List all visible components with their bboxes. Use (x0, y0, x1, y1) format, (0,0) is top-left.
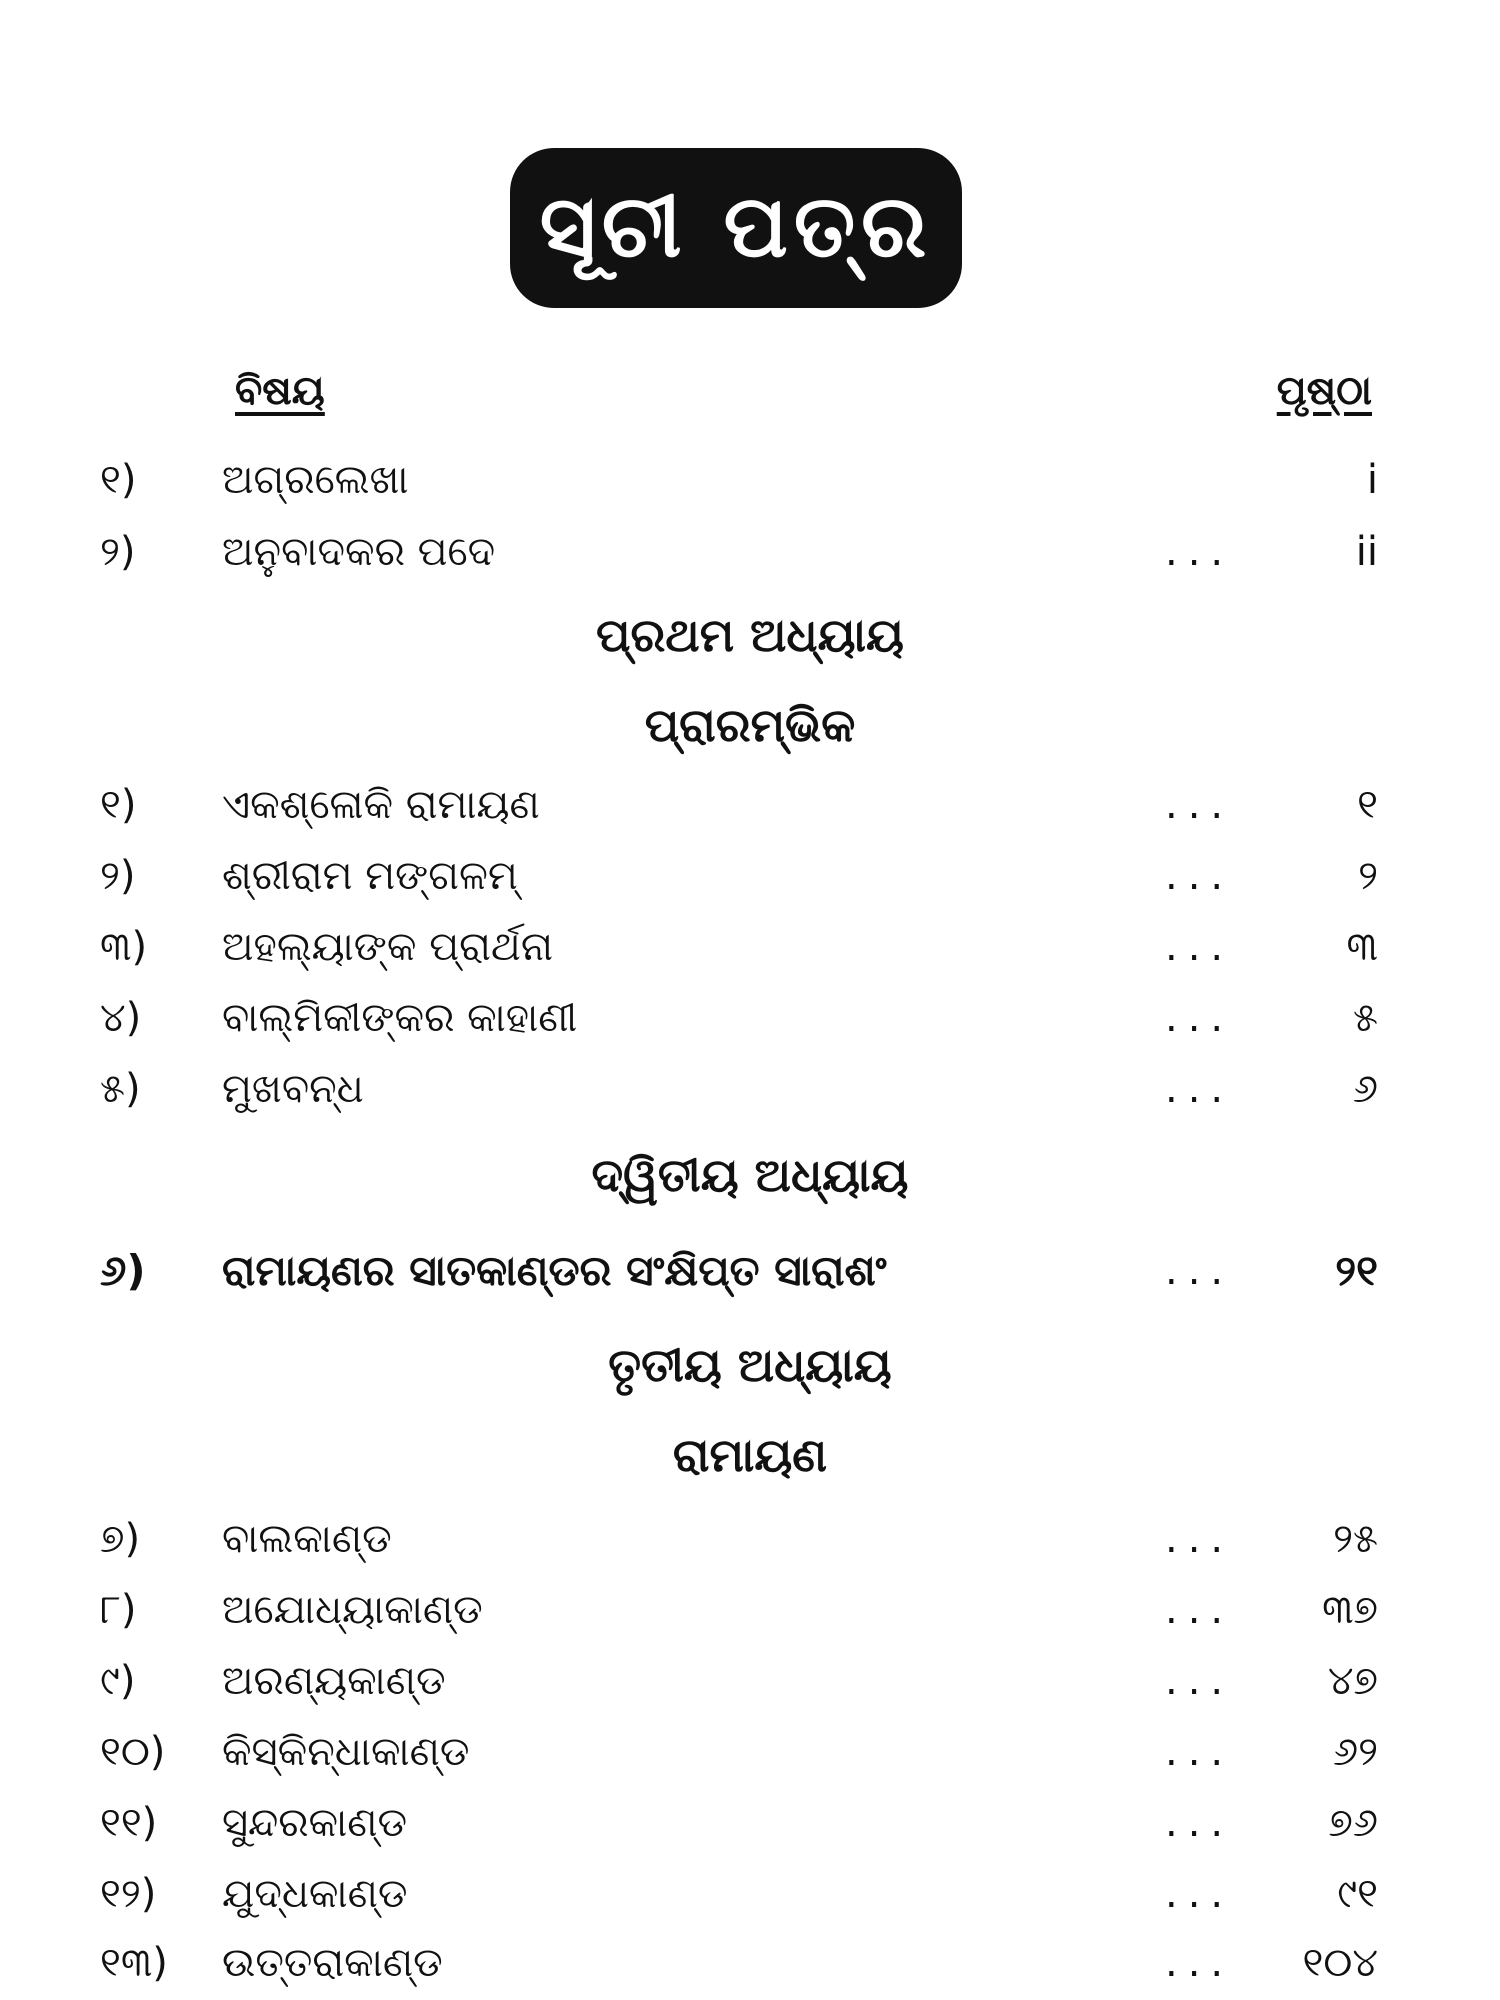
toc-number: ୧୨) (100, 1871, 157, 1917)
subject-column-header: ବିଷୟ (235, 368, 325, 414)
toc-page: i (1366, 457, 1378, 503)
toc-page: ୧୦୪ (1302, 1940, 1378, 1986)
toc-label: ଅହଲ୍ୟାଙ୍କ ପ୍ରାର୍ଥନା (222, 924, 553, 970)
toc-row (0, 517, 1500, 587)
toc-row (0, 841, 1500, 911)
toc-label: ସୁନ୍ଦରକାଣ୍ଡ (222, 1800, 408, 1846)
toc-row (0, 1236, 1500, 1306)
toc-row (0, 770, 1500, 840)
toc-page: ୯୧ (1337, 1871, 1378, 1917)
toc-leader: ... (1165, 1066, 1234, 1112)
toc-number: ୨) (100, 529, 136, 575)
chapter-heading: ଦ୍ୱିତୀୟ ଅଧ୍ୟାୟ (591, 1148, 909, 1202)
toc-number: ୧) (100, 457, 137, 503)
toc-leader: ... (1165, 1248, 1234, 1294)
toc-row (0, 1788, 1500, 1858)
toc-leader: ... (1165, 1800, 1234, 1846)
chapter-subheading: ରାମାୟଣ (672, 1428, 828, 1482)
page-column-header: ପୃଷ୍ଠା (1276, 368, 1372, 414)
toc-label: ବାଲକାଣ୍ଡ (222, 1516, 392, 1562)
toc-label: ବାଲ୍ମିକୀଙ୍କର କାହାଣୀ (222, 995, 578, 1041)
toc-row (0, 912, 1500, 982)
toc-number: ୧) (100, 782, 137, 828)
chapter-subheading: ପ୍ରାରମ୍ଭିକ (644, 698, 856, 752)
toc-row (0, 1717, 1500, 1787)
toc-page: ୪୭ (1327, 1658, 1378, 1704)
toc-number: ୧୦) (100, 1729, 166, 1775)
toc-page: ୫ (1353, 995, 1378, 1041)
toc-leader: ... (1165, 1729, 1234, 1775)
toc-leader: ... (1165, 1940, 1234, 1986)
toc-number: ୯) (100, 1658, 136, 1704)
toc-number: ୧୧) (100, 1800, 158, 1846)
toc-leader: ... (1165, 924, 1234, 970)
toc-leader: ... (1165, 529, 1234, 575)
toc-page: ୧ (1357, 782, 1378, 828)
toc-row (0, 1575, 1500, 1645)
toc-page: ୬୨ (1332, 1729, 1378, 1775)
toc-page: ii (1355, 529, 1378, 575)
toc-page: ୬ (1352, 1066, 1378, 1112)
toc-label: ରାମାୟଣର ସାତକାଣ୍ଡର ସଂକ୍ଷିପ୍ତ ସାରାଶଂ (222, 1246, 887, 1295)
toc-label: ଅଗ୍ରଲେଖା (222, 457, 409, 503)
chapter-heading: ତୃତୀୟ ଅଧ୍ୟାୟ (608, 1338, 892, 1392)
toc-number: ୬) (100, 1246, 146, 1295)
toc-page: ୩ (1346, 924, 1378, 970)
toc-row (0, 983, 1500, 1053)
toc-label: କିସ୍କିନ୍ଧାକାଣ୍ଡ (222, 1729, 470, 1775)
toc-label: ଶ୍ରୀରାମ ମଙ୍ଗଳମ୍ (222, 853, 518, 899)
toc-page: ୨ (1358, 853, 1378, 899)
toc-label: ଏକଶ୍ଳୋକି ରାମାୟଣ (222, 782, 540, 828)
toc-number: ୩) (100, 924, 148, 970)
toc-number: ୨) (100, 853, 136, 899)
toc-leader: ... (1165, 1871, 1234, 1917)
toc-leader: ... (1165, 1516, 1234, 1562)
toc-leader: ... (1165, 995, 1234, 1041)
toc-leader: ... (1165, 1658, 1234, 1704)
toc-label: ଉତ୍ତରାକାଣ୍ଡ (222, 1940, 443, 1986)
toc-row (0, 1504, 1500, 1574)
toc-label: ଅନୁବାଦକର ପଦେ (222, 529, 496, 575)
toc-row (0, 1646, 1500, 1716)
toc-leader: ... (1165, 853, 1234, 899)
toc-label: ଅରଣ୍ୟକାଣ୍ଡ (222, 1658, 446, 1704)
toc-page: ୨୧ (1335, 1246, 1378, 1295)
toc-label: ମୁଖବନ୍ଧ (222, 1066, 364, 1112)
toc-leader: ... (1165, 782, 1234, 828)
chapter-heading: ପ୍ରଥମ ଅଧ୍ୟାୟ (596, 608, 904, 662)
toc-label: ଅଯୋଧ୍ୟାକାଣ୍ଡ (222, 1587, 483, 1633)
toc-row (0, 1054, 1500, 1124)
toc-number: ୪) (100, 995, 142, 1041)
title-banner (510, 148, 962, 308)
toc-page: ୭୬ (1328, 1800, 1378, 1846)
toc-number: ୭) (100, 1516, 141, 1562)
toc-label: ଯୁଦ୍ଧକାଣ୍ଡ (222, 1871, 408, 1917)
toc-number: ୮) (100, 1587, 137, 1633)
toc-row (0, 445, 1500, 515)
page-title: ସୂଚୀ ପତ୍ର (539, 177, 933, 277)
toc-number: ୫) (100, 1066, 141, 1112)
toc-page: ୩୭ (1322, 1587, 1378, 1633)
toc-row (0, 1928, 1500, 1998)
toc-row (0, 1859, 1500, 1929)
toc-leader: ... (1165, 1587, 1234, 1633)
toc-number: ୧୩) (100, 1940, 168, 1986)
toc-page: ୨୫ (1333, 1516, 1378, 1562)
